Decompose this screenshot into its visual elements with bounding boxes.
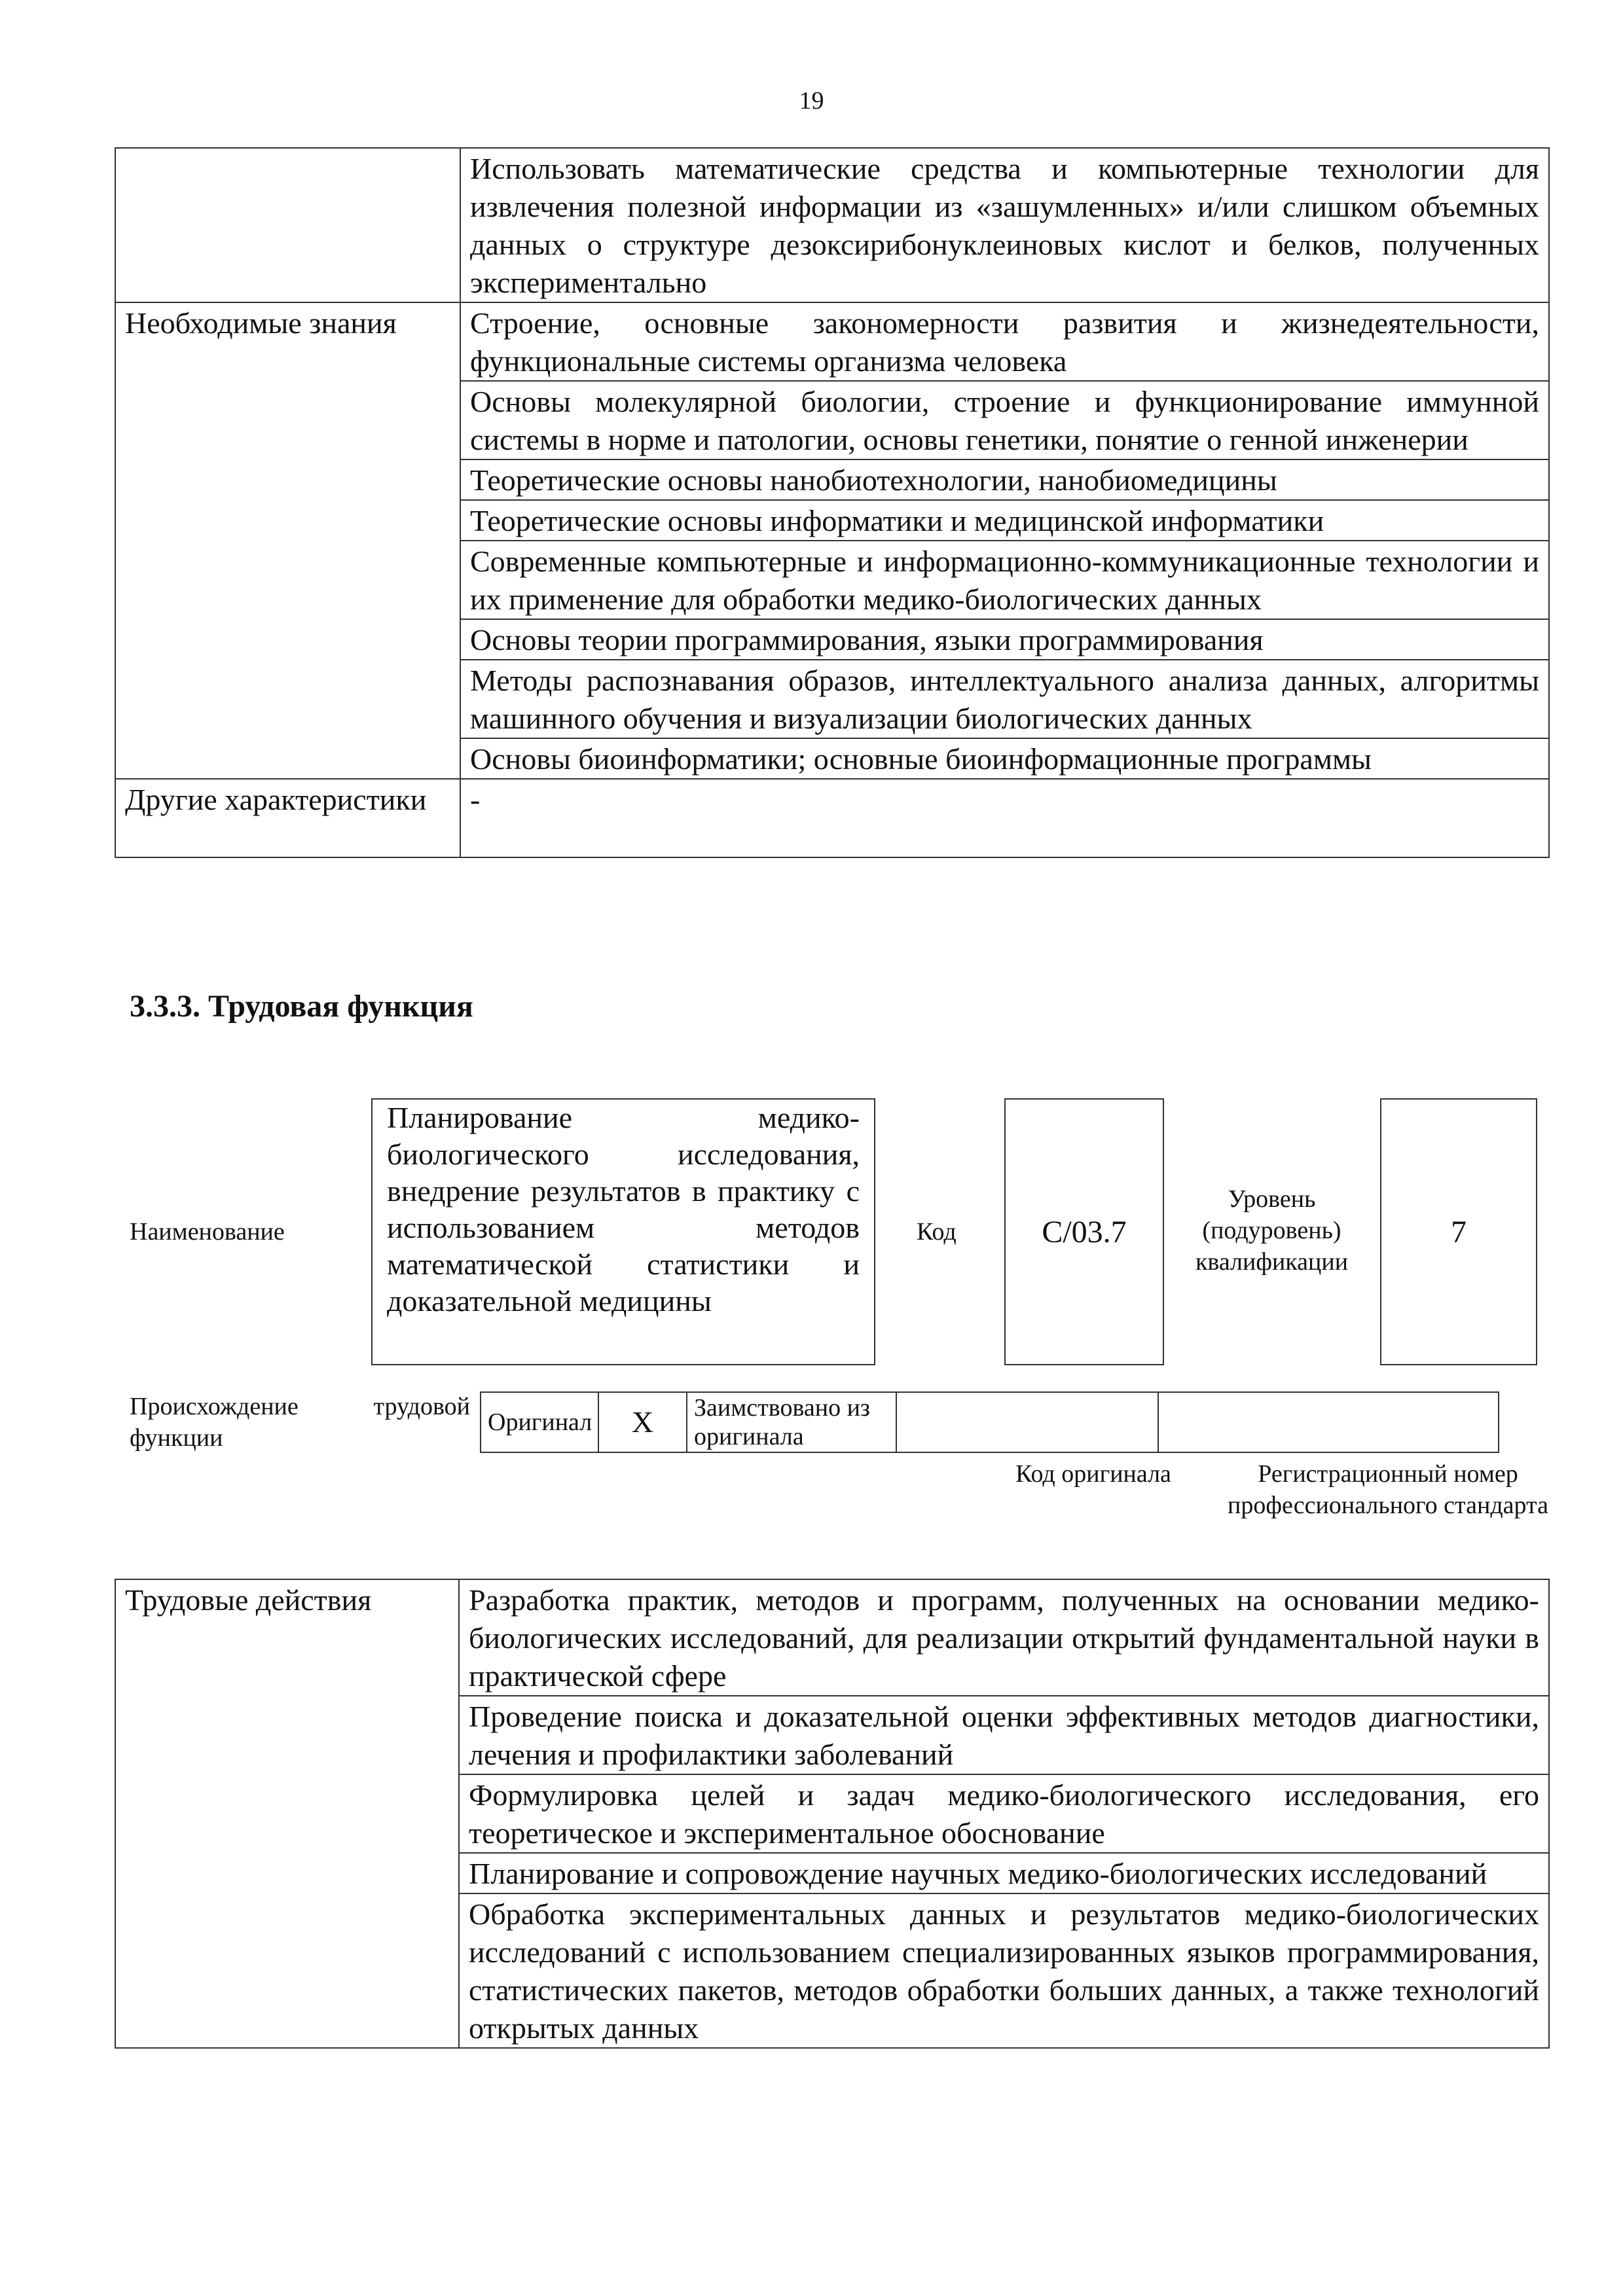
origin-table bbox=[480, 1391, 1499, 1453]
labor-action-item: Обработка экспериментальных данных и результатов медико-биологических исследований с использованием специализированных языков программирования, статистических пакетов, методов обработки больших данных, а также технологий открытых данных bbox=[459, 1893, 1549, 2048]
knowledge-item: Методы распознавания образов, интеллектуального анализа данных, алгоритмы машинного обучения и визуализации биологических данных bbox=[460, 660, 1549, 738]
page-number: 19 bbox=[799, 87, 824, 115]
knowledge-item: Теоретические основы нанобиотехнологии, нанобиомедицины bbox=[460, 459, 1549, 500]
knowledge-item: Теоретические основы информатики и медицинской информатики bbox=[460, 500, 1549, 541]
table-row bbox=[115, 148, 1549, 302]
code-original-caption: Код оригинала bbox=[1015, 1460, 1171, 1488]
skills-knowledge-table bbox=[115, 147, 1550, 858]
origin-label: Происхождение трудовой функции bbox=[130, 1393, 470, 1452]
table-row bbox=[115, 1579, 1549, 1696]
original-mark: Х bbox=[598, 1392, 687, 1452]
row-label-required-knowledge: Необходимые знания bbox=[115, 302, 460, 779]
level-label: Уровень (подуровень) квалификации bbox=[1195, 1185, 1349, 1276]
labor-action-item: Проведение поиска и доказательной оценки эффективных методов диагностики, лечения и профилактики заболеваний bbox=[459, 1696, 1549, 1774]
knowledge-item: Основы биоинформатики; основные биоинформационные программы bbox=[460, 738, 1549, 779]
labor-actions-table bbox=[115, 1579, 1550, 2049]
row-label-other: Другие характеристики bbox=[115, 779, 460, 857]
knowledge-item: Основы молекулярной биологии, строение и функционирование иммунной системы в норме и патологии, основы генетики, понятие о генной инженерии bbox=[460, 381, 1549, 459]
skill-item: Использовать математические средства и компьютерные технологии для извлечения полезной информации из «зашумленных» и/или слишком объемных данных о структуре дезоксирибонуклеиновых кислот и белков, полученных экспериментально bbox=[460, 148, 1549, 302]
knowledge-item: Строение, основные закономерности развития и жизнедеятельности, функциональные системы организма человека bbox=[460, 302, 1549, 381]
labor-action-item: Планирование и сопровождение научных медико-биологических исследований bbox=[459, 1853, 1549, 1893]
row-label-labor-actions: Трудовые действия bbox=[115, 1579, 459, 2048]
reg-number-caption: Регистрационный номер профессионального стандарта bbox=[1228, 1460, 1548, 1519]
section-heading: 3.3.3. Трудовая функция bbox=[130, 989, 473, 1024]
other-item: - bbox=[460, 779, 1549, 857]
table-row bbox=[115, 302, 1549, 381]
labor-action-item: Разработка практик, методов и программ, полученных на основании медико-биологических исследований, для реализации открытий фундаментальной науки в практической сфере bbox=[459, 1579, 1549, 1696]
knowledge-item: Современные компьютерные и информационно-коммуникационные технологии и их применение для обработки медико-биологических данных bbox=[460, 541, 1549, 619]
code-label: Код bbox=[917, 1218, 957, 1246]
function-name-box: Планирование медико-биологического исследования, внедрение результатов в практику с использованием методов математической статистики и доказательной медицины bbox=[371, 1098, 875, 1365]
table-row bbox=[115, 779, 1549, 857]
borrowed-label: Заимствовано из оригинала bbox=[687, 1392, 896, 1452]
reg-number-cell bbox=[1158, 1392, 1499, 1452]
name-label: Наименование bbox=[130, 1218, 285, 1246]
labor-action-item: Формулировка целей и задач медико-биологического исследования, его теоретическое и экспериментальное обоснование bbox=[459, 1774, 1549, 1853]
function-code-box: С/03.7 bbox=[1004, 1098, 1164, 1365]
row-label bbox=[115, 148, 460, 302]
original-label: Оригинал bbox=[481, 1392, 598, 1452]
code-original-cell bbox=[896, 1392, 1158, 1452]
knowledge-item: Основы теории программирования, языки программирования bbox=[460, 619, 1549, 660]
qualification-level-box: 7 bbox=[1380, 1098, 1537, 1365]
